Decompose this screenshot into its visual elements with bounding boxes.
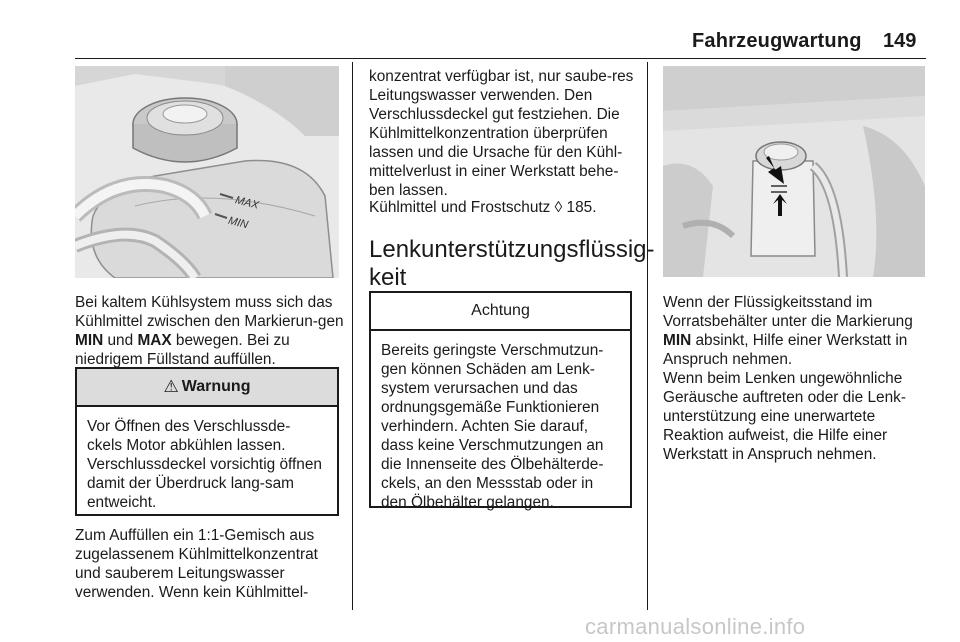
section-heading: Lenkunterstützungsflüssig- keit [369,236,655,291]
caution-text: Bereits geringste Verschmutzun-gen können Schäden am Lenk-system verursachen und das ordnungsgemäße Funktionieren verhindern. Achten Sie darauf, dass keine Verschmutzungen an die Innenseite des Ölbehälterde-ckels, an den Messstab oder in den Ölbehälter gelangen. [381,342,604,511]
column-divider-1 [352,62,353,610]
warning-box [75,367,339,516]
caution-title: Achtung [471,302,530,319]
min-mark-label: MIN [226,214,250,232]
coolant-reference-paragraph: Kühlmittel und Frostschutz ◊ 185. [369,199,597,216]
max-mark-label: MAX [233,194,260,212]
min-keyword: MIN [75,332,104,349]
caution-box [369,291,632,511]
coolant-level-paragraph: Bei kaltem Kühlsystem muss sich das Kühlmittel zwischen den Markierun-gen MIN und MAX bewegen. Bei zu niedrigem Füllstand auffüllen. [75,294,344,368]
steering-fluid-reservoir-illustration [663,66,925,277]
caution-box-header [371,293,630,331]
warning-title: Warnung [181,378,251,395]
concentrate-paragraph: konzentrat verfügbar ist, nur saube-res Leitungswasser verwenden. Den Verschlussdeckel gut festziehen. Die Kühlmittelkonzentration überprüfen lassen und die Ursache für den Kühl-mittelverlust in einer Werkstatt behe-ben lassen. [369,68,634,199]
warning-triangle-icon: ⚠ [163,377,179,396]
header-title: Fahrzeugwartung [692,30,862,52]
warning-box-header [77,369,337,407]
steering-fluid-reservoir-figure [663,66,925,277]
min-keyword: MIN [663,332,692,349]
page-reference-icon: ◊ [554,199,563,216]
page-number: 149 [883,30,917,52]
watermark: carmanualsonline.info [585,614,806,639]
mixture-paragraph: Zum Auffüllen ein 1:1-Gemisch aus zugelassenem Kühlmittelkonzentrat und sauberem Leitungswasser verwenden. Wenn kein Kühlmittel- [75,527,318,601]
max-keyword: MAX [137,332,172,349]
warning-text: Vor Öffnen des Verschlussde-ckels Motor abkühlen lassen. Verschlussdeckel vorsichtig öffnen damit der Überdruck lang-sam entweicht. [87,418,322,511]
steering-noise-paragraph: Wenn beim Lenken ungewöhnliche Geräusche auftreten oder die Lenk-unterstützung eine unerwartete Reaktion aufweist, die Hilfe einer Werkstatt in Anspruch nehmen. [663,370,906,463]
coolant-reservoir-illustration [75,66,339,278]
steering-level-paragraph: Wenn der Flüssigkeitsstand im Vorratsbehälter unter die Markierung MIN absinkt, Hilfe einer Werkstatt in Anspruch nehmen. [663,294,913,368]
column-divider-2 [647,62,648,610]
header-rule [75,58,926,59]
page-reference-number: 185. [562,199,597,216]
coolant-reservoir-figure [75,66,339,278]
